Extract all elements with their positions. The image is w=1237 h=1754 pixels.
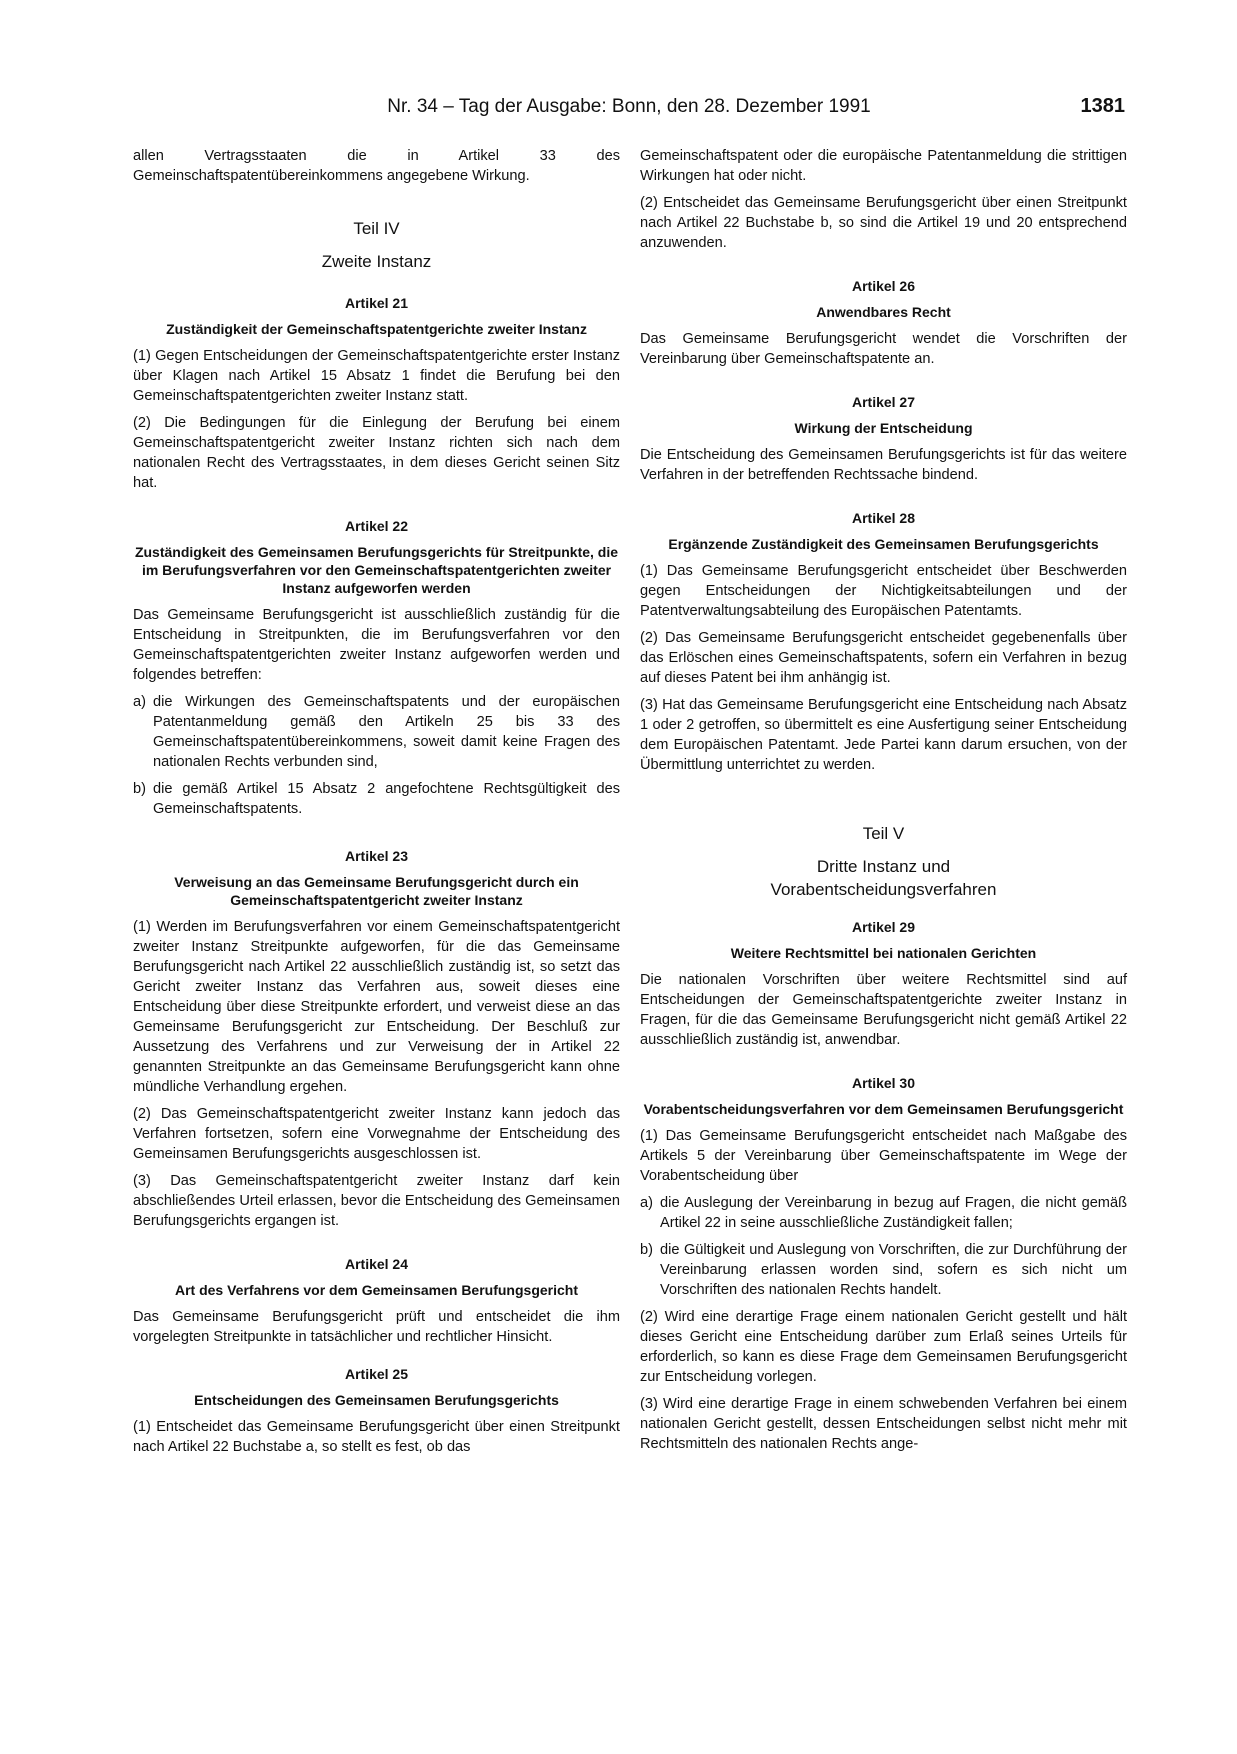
article-title: Vorabentscheidungsverfahren vor dem Gemeinsamen Berufungsgericht bbox=[643, 1101, 1124, 1117]
paragraph: allen Vertragsstaaten die in Artikel 33 des Gemeinschaftspatentübereinkommens angegebene Wirkung. bbox=[133, 148, 620, 184]
article-title: Zuständigkeit der Gemeinschaftspatentgerichte zweiter Instanz bbox=[166, 321, 587, 337]
paragraph: Gemeinschaftspatent oder die europäische Patentanmeldung die strittigen Wirkungen hat oder nicht. bbox=[640, 148, 1127, 184]
part-heading: Teil V bbox=[862, 824, 905, 843]
article-title: Entscheidungen des Gemeinsamen Berufungsgerichts bbox=[194, 1392, 559, 1408]
paragraph: Die nationalen Vorschriften über weitere Rechtsmittel sind auf Entscheidungen der Gemeinschaftspatentgerichte zweiter Instanz in Fragen, für die das Gemeinsame Berufungsgericht nicht gemäß Artikel 22 ausschließlich zuständig ist, anwendbar. bbox=[640, 972, 1127, 1048]
paragraph: (1) Das Gemeinsame Berufungsgericht entscheidet nach Maßgabe des Artikels 5 der Vereinbarung über Gemeinschaftspatente im Wege der Vorabentscheidung über bbox=[640, 1128, 1127, 1184]
paragraph: (1) Gegen Entscheidungen der Gemeinschaftspatentgerichte erster Instanz über Klagen nach Artikel 15 Absatz 1 findet die Berufung bei den Gemeinschaftspatentgerichten zweiter Instanz statt. bbox=[133, 348, 620, 404]
article-number: Artikel 23 bbox=[344, 848, 409, 864]
right-column bbox=[640, 146, 1127, 1461]
list-item bbox=[640, 1240, 1127, 1300]
article-title: Weitere Rechtsmittel bei nationalen Gerichten bbox=[730, 945, 1037, 961]
part-title: Vorabentscheidungsverfahren bbox=[770, 880, 997, 899]
list-label: a) bbox=[133, 694, 146, 710]
paragraph: (3) Wird eine derartige Frage in einem schwebenden Verfahren bei einem nationalen Gericht gestellt, dessen Entscheidungen selbst nicht mehr mit Rechtsmitteln des nationalen Rechts ange- bbox=[640, 1396, 1127, 1452]
article-number: Artikel 27 bbox=[851, 394, 916, 410]
list-label: a) bbox=[640, 1195, 653, 1211]
article-number: Artikel 24 bbox=[344, 1256, 409, 1272]
paragraph: (2) Wird eine derartige Frage einem nationalen Gericht gestellt und hält dieses Gericht eine Entscheidung darüber zum Erlaß seines Urteils für erforderlich, so kann es diese Frage dem Gemeinsamen Berufungsgericht zur Entscheidung vorlegen. bbox=[640, 1309, 1127, 1385]
list-label: b) bbox=[133, 781, 146, 797]
article-number: Artikel 21 bbox=[344, 295, 409, 311]
paragraph: (3) Hat das Gemeinsame Berufungsgericht eine Entscheidung nach Absatz 1 oder 2 getroffen, so übermittelt es eine Ausfertigung seiner Entscheidung dem Europäischen Patentamt. Jede Partei kann darum ersuchen, von der Übermittlung unterrichtet zu werden. bbox=[640, 697, 1127, 773]
part-title: Zweite Instanz bbox=[321, 252, 432, 271]
article-number: Artikel 26 bbox=[851, 278, 916, 294]
article-title: Ergänzende Zuständigkeit des Gemeinsamen Berufungsgerichts bbox=[668, 536, 1099, 552]
list-text: die Gültigkeit und Auslegung von Vorschriften, die zur Durchführung der Vereinbarung erlassen worden sind, sofern es sich nicht um Vorschriften des nationalen Rechts handelt. bbox=[660, 1242, 1127, 1298]
article-number: Artikel 28 bbox=[851, 510, 916, 526]
page-number: 1381 bbox=[1080, 95, 1125, 117]
article-title: Art des Verfahrens vor dem Gemeinsamen Berufungsgericht bbox=[174, 1282, 578, 1298]
paragraph: (1) Entscheidet das Gemeinsame Berufungsgericht über einen Streitpunkt nach Artikel 22 Buchstabe a, so stellt es fest, ob das bbox=[133, 1419, 620, 1455]
paragraph: (2) Das Gemeinsame Berufungsgericht entscheidet gegebenenfalls über das Erlöschen eines Gemeinschaftspatents, sofern ein Verfahren in bezug auf dieses Patent bei ihm anhängig ist. bbox=[640, 630, 1127, 686]
paragraph: (2) Die Bedingungen für die Einlegung der Berufung bei einem Gemeinschaftspatentgericht zweiter Instanz richten sich nach dem nationalen Recht des Vertragsstaates, in dem dieses Gericht seinen Sitz hat. bbox=[133, 415, 620, 491]
paragraph: (2) Das Gemeinschaftspatentgericht zweiter Instanz kann jedoch das Verfahren fortsetzen, sofern eine Vorwegnahme der Entscheidung des Gemeinsamen Berufungsgerichts ausgeschlossen ist. bbox=[133, 1106, 620, 1162]
article-title: Verweisung an das Gemeinsame Berufungsgericht durch ein Gemeinschaftspatentgericht zweiter Instanz bbox=[174, 874, 579, 908]
paragraph: Das Gemeinsame Berufungsgericht ist ausschließlich zuständig für die Entscheidung in Streitpunkten, die im Berufungsverfahren vor den Gemeinschaftspatentgerichten zweiter Instanz aufgeworfen werden und folgendes betreffen: bbox=[133, 607, 620, 683]
left-column bbox=[133, 146, 620, 1464]
paragraph: (3) Das Gemeinschaftspatentgericht zweiter Instanz darf kein abschließendes Urteil erlassen, bevor die Entscheidung des Gemeinsamen Berufungsgerichts ergangen ist. bbox=[133, 1173, 620, 1229]
article-number: Artikel 30 bbox=[851, 1075, 916, 1091]
paragraph: (2) Entscheidet das Gemeinsame Berufungsgericht über einen Streitpunkt nach Artikel 22 Buchstabe b, so sind die Artikel 19 und 20 entsprechend anzuwenden. bbox=[640, 195, 1127, 251]
article-title: Wirkung der Entscheidung bbox=[794, 420, 973, 436]
paragraph: (1) Werden im Berufungsverfahren vor einem Gemeinschaftspatentgericht zweiter Instanz Streitpunkte aufgeworfen, für die das Gemeinsame Berufungsgericht nach Artikel 22 ausschließlich zuständig ist, so setzt das Gericht zweiter Instanz das Verfahren aus, soweit dieses eine Entscheidung über diese Streitpunkte erfordert, und verweist diese an das Gemeinsame Berufungsgericht zur Entscheidung. Der Beschluß zur Aussetzung des Verfahrens und zur Verweisung der in Artikel 22 genannten Streitpunkte an das Gemeinsame Berufungsgericht kann ohne mündliche Verhandlung ergehen. bbox=[133, 919, 620, 1095]
part-title: Dritte Instanz und bbox=[816, 857, 951, 876]
paragraph: Das Gemeinsame Berufungsgericht wendet die Vorschriften der Vereinbarung über Gemeinschaftspatente an. bbox=[640, 331, 1127, 367]
list-item bbox=[133, 692, 620, 772]
paragraph: (1) Das Gemeinsame Berufungsgericht entscheidet über Beschwerden gegen Entscheidungen der Nichtigkeitsabteilungen und der Patentverwaltungsabteilung des Europäischen Patentamts. bbox=[640, 563, 1127, 619]
list-item bbox=[640, 1193, 1127, 1233]
page-header bbox=[133, 96, 1125, 126]
article-title: Zuständigkeit des Gemeinsamen Berufungsgerichts für Streitpunkte, die im Berufungsverfahren vor den Gemeinschaftspatentgerichten zweiter Instanz aufgeworfen werden bbox=[134, 544, 619, 596]
article-number: Artikel 22 bbox=[344, 518, 409, 534]
article-number: Artikel 29 bbox=[851, 919, 916, 935]
list-text: die Auslegung der Vereinbarung in bezug auf Fragen, die nicht gemäß Artikel 22 in seine ausschließliche Zuständigkeit fallen; bbox=[660, 1195, 1127, 1231]
list-item bbox=[133, 779, 620, 819]
paragraph: Das Gemeinsame Berufungsgericht prüft und entscheidet die ihm vorgelegten Streitpunkte in tatsächlicher und rechtlicher Hinsicht. bbox=[133, 1309, 620, 1345]
running-title: Nr. 34 – Tag der Ausgabe: Bonn, den 28. Dezember 1991 bbox=[387, 96, 871, 117]
list-text: die Wirkungen des Gemeinschaftspatents und der europäischen Patentanmeldung gemäß den Artikeln 25 bis 33 des Gemeinschaftspatentübereinkommens, soweit damit keine Fragen des nationalen Rechts verbunden sind, bbox=[153, 694, 620, 770]
article-title: Anwendbares Recht bbox=[816, 304, 951, 320]
list-label: b) bbox=[640, 1242, 653, 1258]
list-text: die gemäß Artikel 15 Absatz 2 angefochtene Rechtsgültigkeit des Gemeinschaftspatents. bbox=[153, 781, 620, 817]
part-heading: Teil IV bbox=[353, 219, 400, 238]
article-number: Artikel 25 bbox=[344, 1366, 409, 1382]
paragraph: Die Entscheidung des Gemeinsamen Berufungsgerichts ist für das weitere Verfahren in der betreffenden Rechtssache bindend. bbox=[640, 447, 1127, 483]
